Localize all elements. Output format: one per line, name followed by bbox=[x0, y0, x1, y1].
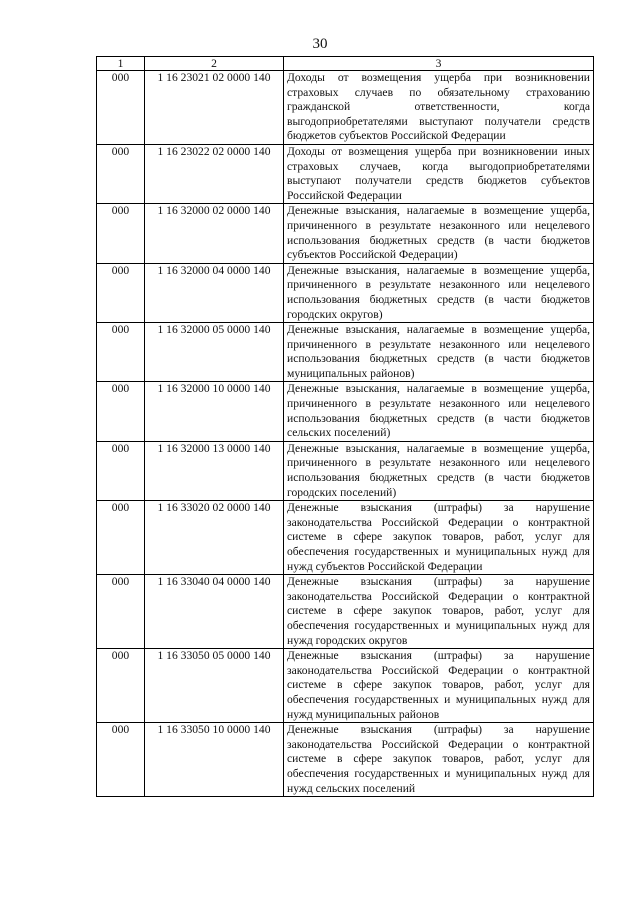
description-cell: Денежные взыскания (штрафы) за нарушение законодательства Российской Федерации о контрактной системе в сфере закупок товаров, работ, услуг для обеспечения государственных и муниципальных нужд для нужд сельских поселений bbox=[284, 723, 594, 797]
description-cell: Денежные взыскания, налагаемые в возмещение ущерба, причиненного в результате незаконного или нецелевого использования бюджетных средств (в части бюджетов городских поселений) bbox=[284, 441, 594, 500]
table-row bbox=[97, 263, 594, 322]
table-row bbox=[97, 649, 594, 723]
description-cell: Доходы от возмещения ущерба при возникновении иных страховых случаев, когда выгодоприобретателями выступают получатели средств бюджетов субъектов Российской Федерации bbox=[284, 144, 594, 203]
admin-code-cell: 000 bbox=[97, 323, 145, 382]
description-cell: Денежные взыскания (штрафы) за нарушение законодательства Российской Федерации о контрактной системе в сфере закупок товаров, работ, услуг для обеспечения государственных и муниципальных нужд для нужд субъектов Российской Федерации bbox=[284, 501, 594, 575]
table-row bbox=[97, 144, 594, 203]
header-col-3: 3 bbox=[284, 57, 594, 71]
description-cell: Доходы от возмещения ущерба при возникновении страховых случаев по обязательному страхованию гражданской ответственности, когда выгодоприобретателями выступают получатели средств бюджетов субъектов Российской Федерации bbox=[284, 71, 594, 145]
kbk-code-cell: 1 16 33040 04 0000 140 bbox=[145, 575, 284, 649]
admin-code-cell: 000 bbox=[97, 441, 145, 500]
admin-code-cell: 000 bbox=[97, 575, 145, 649]
description-cell: Денежные взыскания, налагаемые в возмещение ущерба, причиненного в результате незаконного или нецелевого использования бюджетных средств (в части бюджетов субъектов Российской Федерации) bbox=[284, 204, 594, 263]
admin-code-cell: 000 bbox=[97, 204, 145, 263]
admin-code-cell: 000 bbox=[97, 263, 145, 322]
admin-code-cell: 000 bbox=[97, 71, 145, 145]
table-row bbox=[97, 323, 594, 382]
admin-code-cell: 000 bbox=[97, 501, 145, 575]
table-row bbox=[97, 441, 594, 500]
header-col-2: 2 bbox=[145, 57, 284, 71]
admin-code-cell: 000 bbox=[97, 723, 145, 797]
table-row bbox=[97, 723, 594, 797]
kbk-code-cell: 1 16 32000 04 0000 140 bbox=[145, 263, 284, 322]
table-row bbox=[97, 382, 594, 441]
table-row bbox=[97, 575, 594, 649]
kbk-code-cell: 1 16 32000 02 0000 140 bbox=[145, 204, 284, 263]
admin-code-cell: 000 bbox=[97, 382, 145, 441]
table-row bbox=[97, 204, 594, 263]
kbk-code-cell: 1 16 23022 02 0000 140 bbox=[145, 144, 284, 203]
header-col-1: 1 bbox=[97, 57, 145, 71]
kbk-code-cell: 1 16 33020 02 0000 140 bbox=[145, 501, 284, 575]
description-cell: Денежные взыскания (штрафы) за нарушение законодательства Российской Федерации о контрактной системе в сфере закупок товаров, работ, услуг для обеспечения государственных и муниципальных нужд для нужд городских округов bbox=[284, 575, 594, 649]
table-header bbox=[97, 57, 594, 71]
description-cell: Денежные взыскания, налагаемые в возмещение ущерба, причиненного в результате незаконного или нецелевого использования бюджетных средств (в части бюджетов городских округов) bbox=[284, 263, 594, 322]
description-cell: Денежные взыскания (штрафы) за нарушение законодательства Российской Федерации о контрактной системе в сфере закупок товаров, работ, услуг для обеспечения государственных и муниципальных нужд для нужд муниципальных районов bbox=[284, 649, 594, 723]
kbk-code-cell: 1 16 23021 02 0000 140 bbox=[145, 71, 284, 145]
kbk-code-cell: 1 16 33050 10 0000 140 bbox=[145, 723, 284, 797]
kbk-code-cell: 1 16 32000 13 0000 140 bbox=[145, 441, 284, 500]
table-body bbox=[97, 71, 594, 797]
admin-code-cell: 000 bbox=[97, 144, 145, 203]
page-number: 30 bbox=[312, 36, 328, 52]
table-row bbox=[97, 501, 594, 575]
header-row bbox=[97, 57, 594, 71]
kbk-code-cell: 1 16 33050 05 0000 140 bbox=[145, 649, 284, 723]
kbk-code-cell: 1 16 32000 05 0000 140 bbox=[145, 323, 284, 382]
kbk-code-cell: 1 16 32000 10 0000 140 bbox=[145, 382, 284, 441]
admin-code-cell: 000 bbox=[97, 649, 145, 723]
budget-classification-table bbox=[96, 56, 594, 797]
table-row bbox=[97, 71, 594, 145]
description-cell: Денежные взыскания, налагаемые в возмещение ущерба, причиненного в результате незаконного или нецелевого использования бюджетных средств (в части бюджетов муниципальных районов) bbox=[284, 323, 594, 382]
description-cell: Денежные взыскания, налагаемые в возмещение ущерба, причиненного в результате незаконного или нецелевого использования бюджетных средств (в части бюджетов сельских поселений) bbox=[284, 382, 594, 441]
